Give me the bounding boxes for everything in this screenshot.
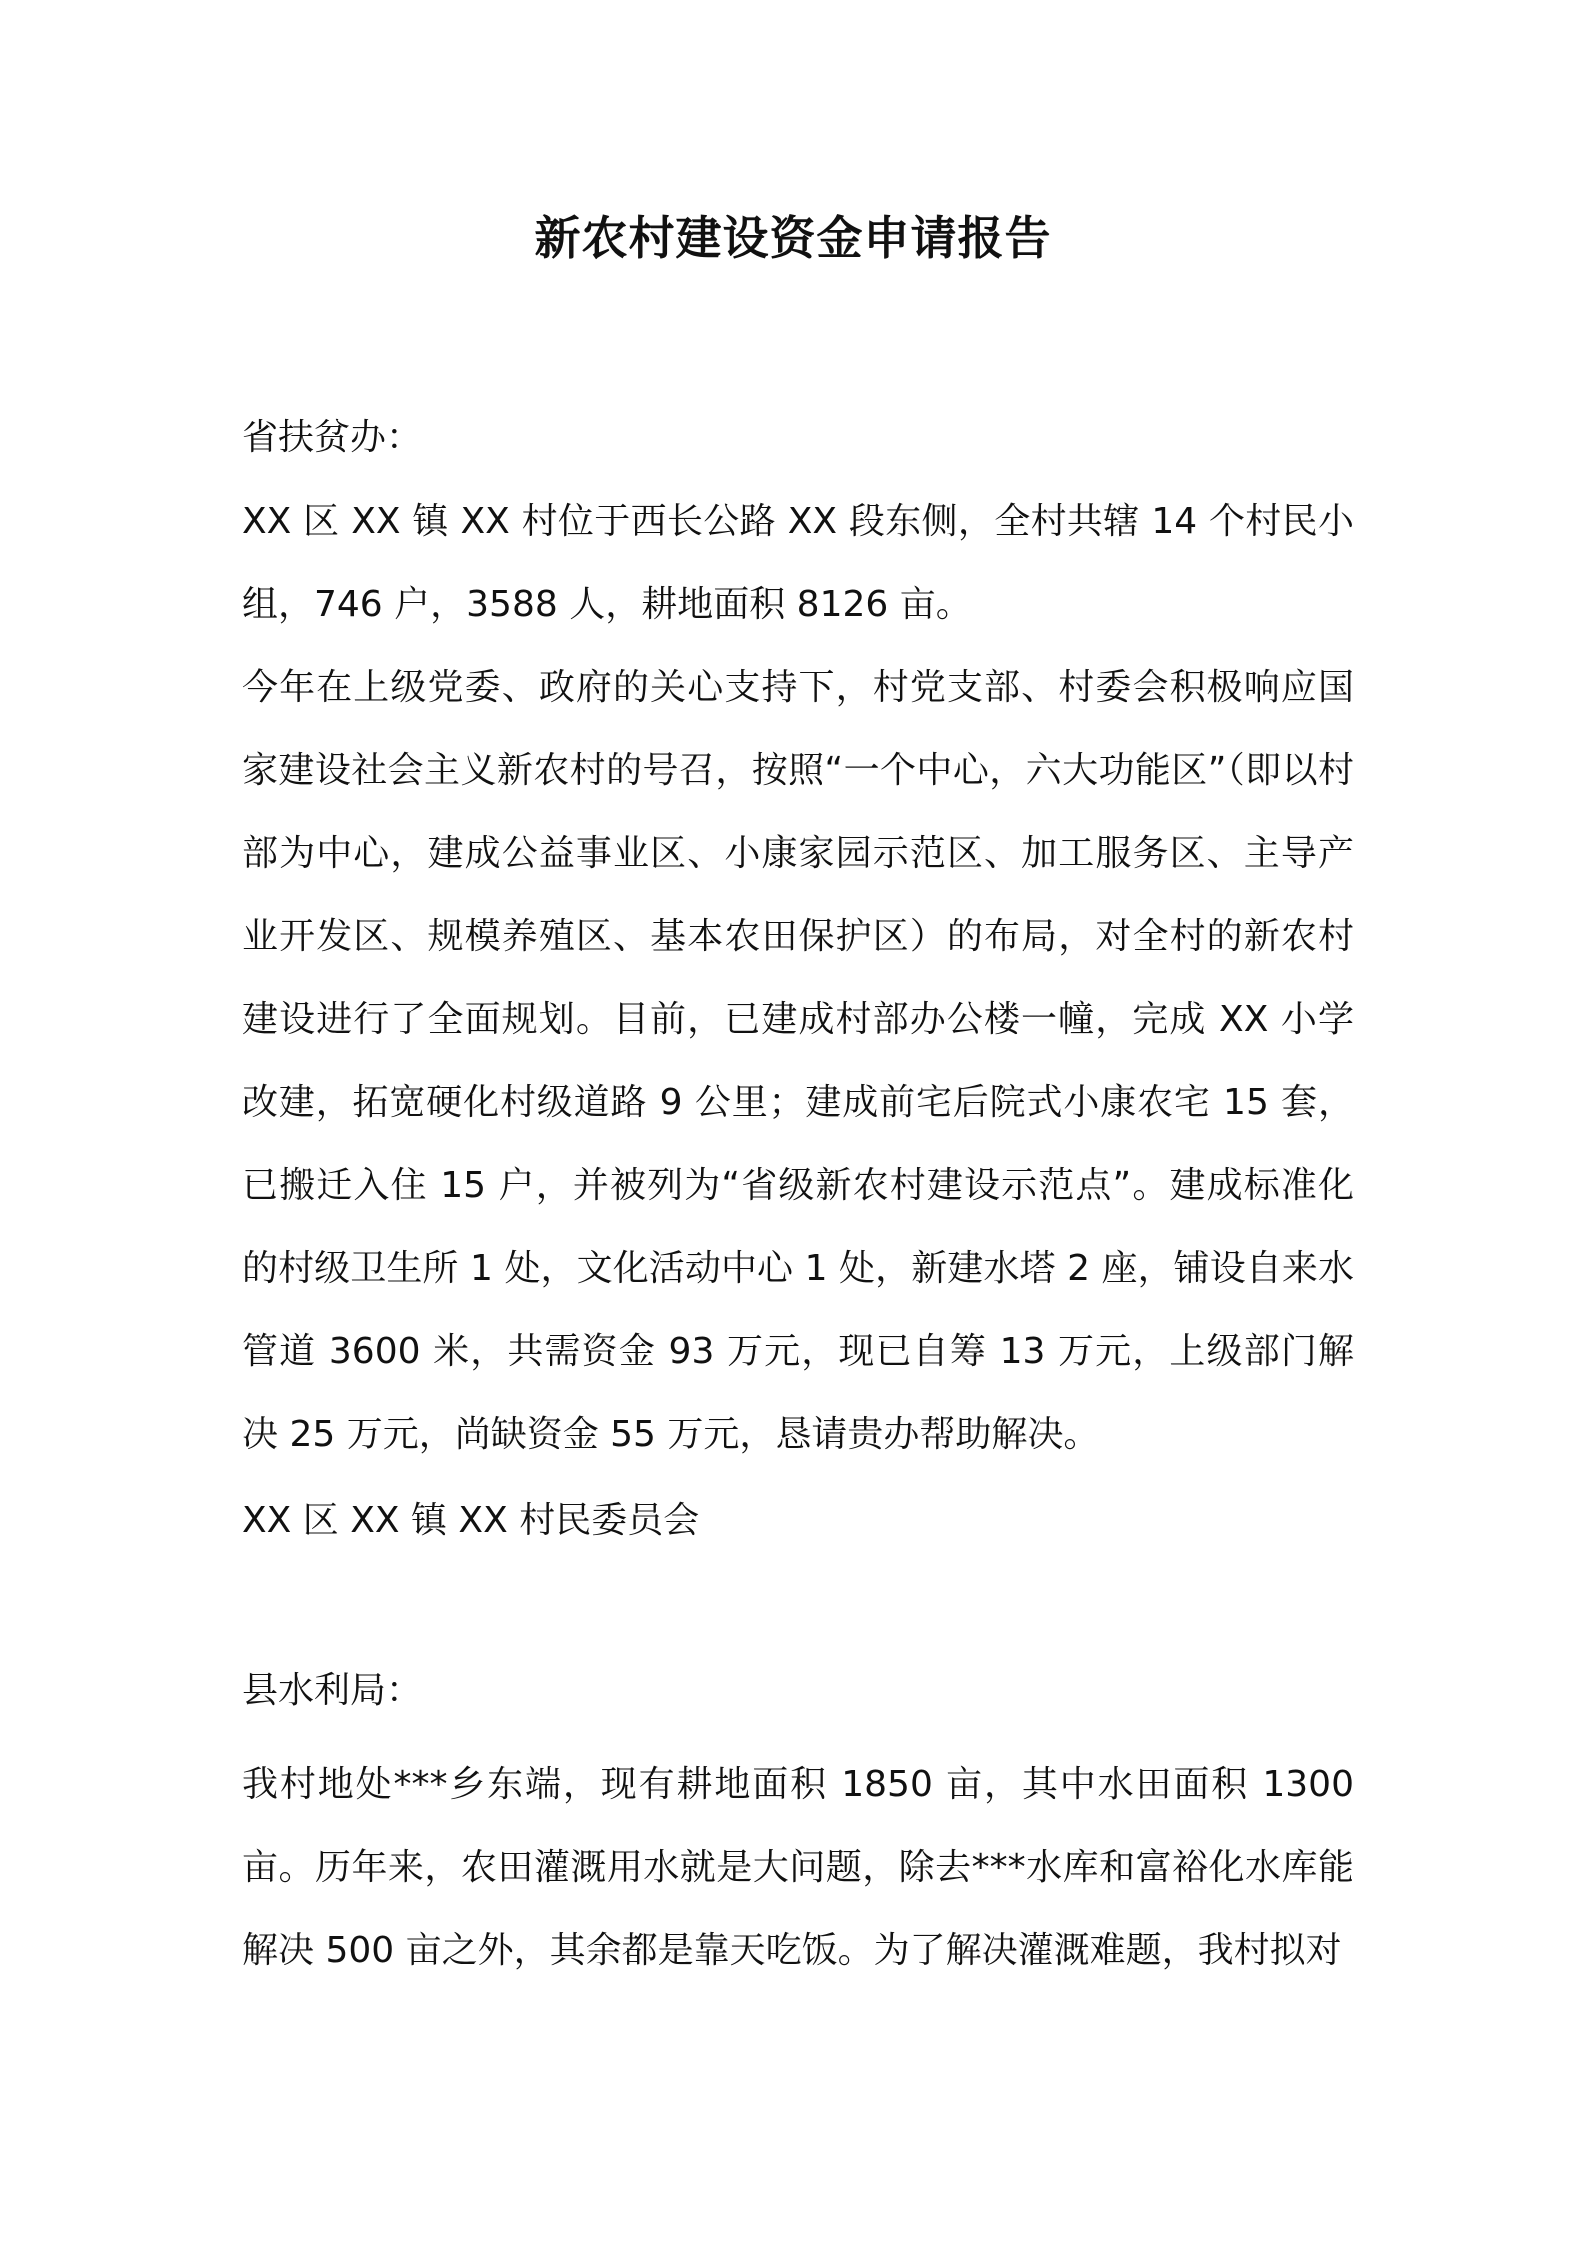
signature-village-committee: XX 区 XX 镇 XX 村民委员会 bbox=[242, 1500, 700, 1541]
salutation-poverty-office: 省扶贫办： bbox=[242, 417, 423, 458]
document-title: 新农村建设资金申请报告 bbox=[534, 211, 1052, 265]
salutation-water-bureau: 县水利局： bbox=[242, 1670, 423, 1711]
irrigation-paragraph: 我村地处***乡东端，现有耕地面积 1850 亩，其中水田面积 1300 亩。历年来，农田灌溉用水就是大问题，除去***水库和富裕化水库能解决 500 亩之外，其余都是靠天吃饭。为了解决灌溉难题，我村拟对 bbox=[242, 1764, 1354, 1971]
village-overview-paragraph: XX 区 XX 镇 XX 村位于西长公路 XX 段东侧，全村共辖 14 个村民小组，746 户，3588 人，耕地面积 8126 亩。 bbox=[242, 501, 1354, 625]
funding-request-paragraph: 今年在上级党委、政府的关心支持下，村党支部、村委会积极响应国家建设社会主义新农村的号召，按照“一个中心，六大功能区”（即以村部为中心，建成公益事业区、小康家园示范区、加工服务区、主导产业开发区、规模养殖区、基本农田保护区）的布局，对全村的新农村建设进行了全面规划。目前，已建成村部办公楼一幢，完成 XX 小学改建，拓宽硬化村级道路 9 公里；建成前宅后院式小康农宅 15 套，已搬迁入住 15 户，并被列为“省级新农村建设示范点”。建成标准化的村级卫生所 1 处，文化活动中心 1 处，新建水塔 2 座，铺设自来水管道 3600 米，共需资金 93 万元，现已自筹 13 万元，上级部门解决 25 万元，尚缺资金 55 万元，恳请贵办帮助解决。 bbox=[242, 667, 1354, 1455]
